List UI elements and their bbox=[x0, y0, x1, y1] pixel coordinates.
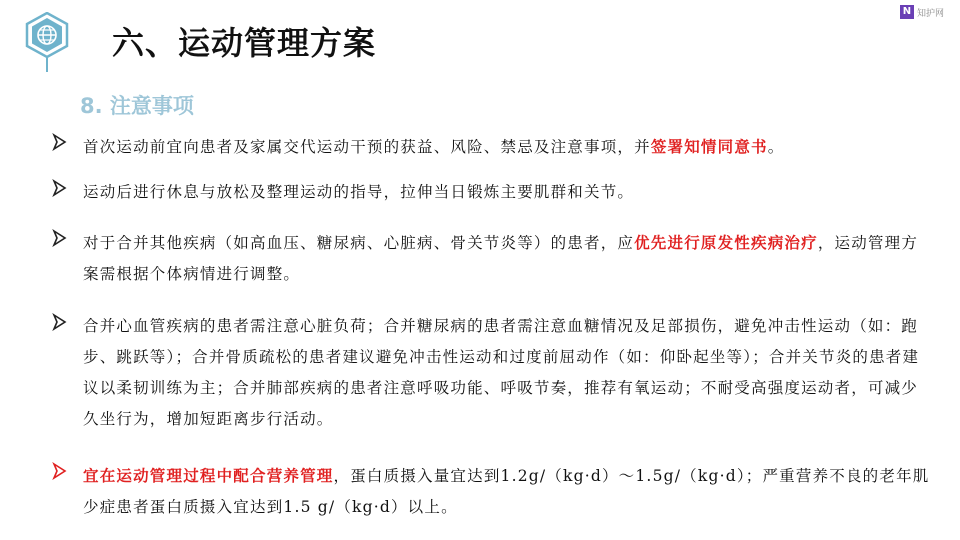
bullet-text-plain: 合并心血管疾病的患者需注意心脏负荷；合并糖尿病的患者需注意血糖情况及足部损伤，避免冲击性运动（如：跑步、跳跃等）；合并骨质疏松的患者建议避免冲击性运动和过度前屈动作（如：仰卧起坐等）；合并关节炎的患者建议以柔韧训练为主；合并肺部疾病的患者注意呼吸功能、呼吸节奏，推荐有氧运动；不耐受高强度运动者，可减少久坐行为，增加短距离步行活动。 bbox=[83, 317, 920, 428]
bullet-text bbox=[83, 311, 930, 435]
bullet-item-3 bbox=[50, 227, 930, 290]
watermark-badge: N bbox=[900, 5, 914, 19]
bullet-text-plain: 。 bbox=[767, 138, 785, 156]
bullet-text-highlight: 宜在运动管理过程中配合营养管理 bbox=[83, 466, 334, 485]
bullet-text bbox=[83, 227, 930, 290]
watermark bbox=[900, 5, 944, 19]
section-subtitle: 8. 注意事项 bbox=[80, 94, 194, 118]
arrow-bullet-icon bbox=[50, 179, 68, 197]
bullet-text-plain: 对于合并其他疾病（如高血压、糖尿病、心脏病、骨关节炎等）的患者，应 bbox=[83, 234, 635, 252]
bullet-text bbox=[83, 177, 930, 208]
bullet-item-2 bbox=[50, 177, 930, 208]
bullet-text-plain: 运动后进行休息与放松及整理运动的指导，拉伸当日锻炼主要肌群和关节。 bbox=[83, 183, 635, 201]
arrow-bullet-icon bbox=[50, 462, 68, 480]
globe-icon bbox=[24, 12, 70, 72]
bullet-item-5 bbox=[50, 460, 930, 523]
bullet-text bbox=[83, 131, 930, 163]
bullet-text bbox=[83, 460, 930, 523]
bullet-text-highlight: 签署知情同意书 bbox=[650, 137, 768, 156]
bullet-text-highlight: 优先进行原发性疾病治疗 bbox=[634, 233, 818, 252]
bullet-text-plain: ，运动管理方案需根据个体病情进行调整。 bbox=[83, 234, 919, 283]
page-title: 六、运动管理方案 bbox=[112, 24, 377, 62]
bullet-text-plain: ，蛋白质摄入量宜达到1.2g/（kg·d）～1.5g/（kg·d）；严重营养不良的老年肌少症患者蛋白质摄入宜达到1.5 g/（kg·d）以上。 bbox=[83, 467, 930, 516]
logo bbox=[24, 12, 70, 72]
bullet-item-1 bbox=[50, 131, 930, 163]
bullet-item-4 bbox=[50, 311, 930, 435]
arrow-bullet-icon bbox=[50, 133, 68, 151]
arrow-bullet-icon bbox=[50, 313, 68, 331]
watermark-text: 知护网 bbox=[916, 8, 944, 19]
bullet-text-plain: 首次运动前宜向患者及家属交代运动干预的获益、风险、禁忌及注意事项，并 bbox=[83, 138, 651, 156]
arrow-bullet-icon bbox=[50, 229, 68, 247]
